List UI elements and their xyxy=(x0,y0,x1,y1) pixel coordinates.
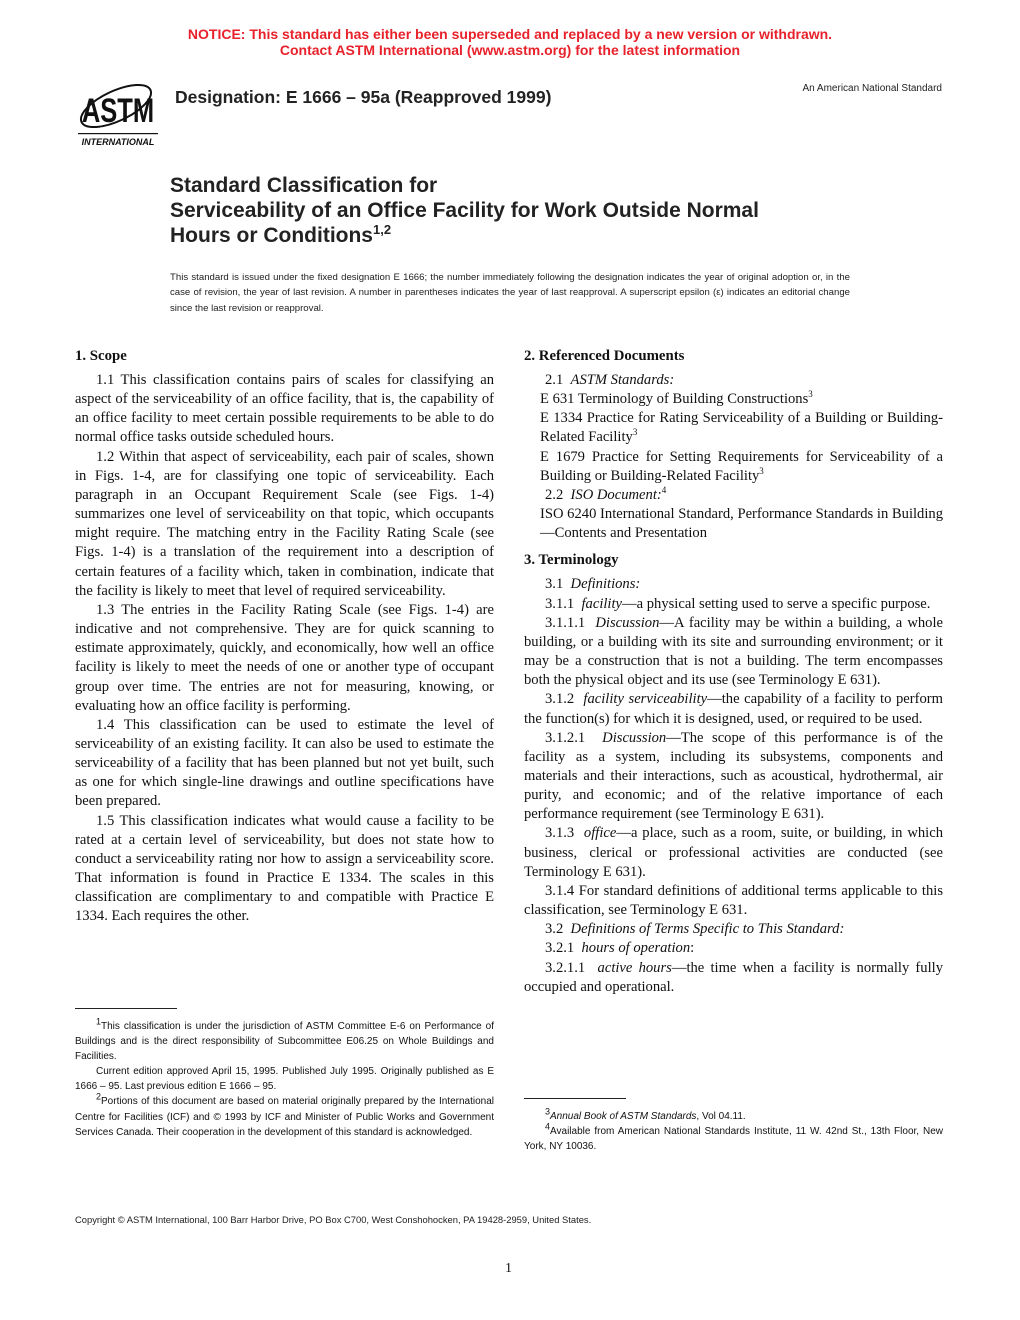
issued-note: This standard is issued under the fixed designation E 1666; the number immediately following the designation indicates the year of original adoption or, in the case of revision, the year of last revision. A number in parentheses indicates the year of last reapproval. A superscript epsilon (ε) indicates an editorial change since the last revision or reapproval. xyxy=(170,272,850,314)
ref-text: E 1679 Practice for Setting Requirements for Serviceability of a Building or Building-Related Facility xyxy=(540,448,943,484)
para-number: 3.1.1.1 xyxy=(545,614,586,631)
footnote-number: 4 xyxy=(545,1121,551,1132)
footnote-ref: 3 xyxy=(759,465,764,476)
paragraph: 1.2 Within that aspect of serviceability, each pair of scales, shown in Figs. 1-4, are for classifying one topic of serviceability. Each paragraph in an Occupant Requirement Scale (see Figs. 1-4) summarizes one level of serviceability on that topic, which occupants might require. The matching entry in the Facility Rating Scale (see Figs. 1-4) is a translation of the requirement into a description of certain features of a facility which, taken in combination, indicate that the facility is likely to meet that level of required serviceability. xyxy=(75,448,494,599)
definition-text: —a place, such as a room, suite, or building, in which business, clerical or professional activities are conducted (see Terminology E 631). xyxy=(524,825,943,880)
footnote-text: , Vol 04.11. xyxy=(696,1111,746,1122)
definition-text: —The scope of this performance is of the facility as a system, including its subsystems, components and materials and their interactions, such as acoustical, hydrothermal, air purity, and economic; and of the relative importance of each performance requirement (see Terminology E 631). xyxy=(524,729,944,823)
footnotes-left xyxy=(75,1016,494,1140)
reference-item xyxy=(524,505,943,543)
ref-text: E 631 Terminology of Building Constructions xyxy=(540,391,809,408)
footnote xyxy=(75,1016,494,1064)
svg-text:ASTM: ASTM xyxy=(81,92,155,130)
footnote xyxy=(75,1094,494,1139)
document-title xyxy=(170,173,759,248)
reference-item xyxy=(524,390,943,409)
para-number: 3.2.1.1 xyxy=(545,959,586,976)
ref-text: E 1334 Practice for Rating Serviceability of a Building or Building-Related Facility xyxy=(540,410,943,446)
definition xyxy=(524,690,943,728)
para-number: 2.2 xyxy=(545,486,564,503)
ref-text: ISO 6240 International Standard, Performance Standards in Building—Contents and Presentation xyxy=(540,506,943,542)
title-line-3-text: Hours or Conditions xyxy=(170,224,373,247)
paragraph: 1.1 This classification contains pairs of scales for classifying an aspect of the serviceability of an office facility, that is, the capability of an office facility to meet certain possible requirements to be able to do normal office tasks outside scheduled hours. xyxy=(75,372,494,446)
designation: Designation: E 1666 – 95a (Reapproved 1999) xyxy=(175,87,552,107)
term: facility xyxy=(581,595,623,612)
para-label: ISO Document: xyxy=(570,486,662,503)
title-line-3 xyxy=(170,223,759,248)
paragraph: 1.3 The entries in the Facility Rating Scale (see Figs. 1-4) are indicative and not comprehensive. They are for quick scanning to estimate approximately, quickly, and economically, how well an office facility is likely to meet the needs of one or another type of occupant group over time. The entries are not for measuring, knowing, or evaluating how an office facility is performing. xyxy=(75,601,494,714)
paragraph: 1.5 This classification indicates what would cause a facility to be rated at a certain level of serviceability, but does not state how to conduct a serviceability rating nor how to assign a serviceability score. That information is found in Practice E 1334. The scales in this classification are complimentary to and compatible with Practice E 1334. Each requires the other. xyxy=(75,812,494,925)
footnote-text: Available from American National Standards Institute, 11 W. 42nd St., 13th Floor, New York, NY 10036. xyxy=(524,1126,943,1153)
footnote-text: Current edition approved April 15, 1995. Published July 1995. Originally published as E 1666 – 95. Last previous edition E 1666 – 95. xyxy=(75,1066,494,1093)
term: active hours xyxy=(597,959,672,976)
footnotes-right xyxy=(524,1106,943,1154)
footnote-text: This classification is under the jurisdiction of ASTM Committee E-6 on Performance of Buildings and is the direct responsibility of Subcommittee E06.25 on Whole Buildings and Facilities. xyxy=(75,1021,494,1063)
definition xyxy=(524,614,943,691)
footnote xyxy=(524,1121,943,1154)
american-national-standard: An American National Standard xyxy=(802,83,942,94)
paragraph xyxy=(524,575,943,594)
footnote-ref: 3 xyxy=(808,389,813,400)
reference-item xyxy=(524,448,943,486)
svg-text:INTERNATIONAL: INTERNATIONAL xyxy=(81,137,155,147)
definition xyxy=(524,595,943,614)
reference-item xyxy=(524,409,943,447)
paragraph: 1.4 This classification can be used to estimate the level of serviceability of an existing facility. It can also be used to estimate the serviceability of a facility that has been planned but not yet built, such as one for which single-line drawings and outline specifications have been prepared. xyxy=(75,716,494,810)
right-column xyxy=(524,347,943,997)
section-terminology-heading: 3. Terminology xyxy=(524,552,619,569)
footnote-number: 1 xyxy=(96,1016,102,1027)
notice-line-1: NOTICE: This standard has either been superseded and replaced by a new version or withdrawn. xyxy=(187,26,833,42)
footnote-divider xyxy=(75,1008,177,1009)
definition xyxy=(524,939,943,958)
left-column xyxy=(75,347,494,927)
para-number: 3.1 xyxy=(545,576,564,593)
term: hours of operation xyxy=(581,940,691,957)
term: Discussion xyxy=(595,614,660,631)
page-number: 1 xyxy=(505,1261,512,1276)
para-number: 3.1.2.1 xyxy=(545,729,586,746)
paragraph xyxy=(524,371,943,390)
copyright: Copyright © ASTM International, 100 Barr Harbor Drive, PO Box C700, West Conshohocken, PA 19428-2959, United States. xyxy=(75,1214,592,1225)
paragraph: 3.1.4 For standard definitions of additional terms applicable to this classification, see Terminology E 631. xyxy=(524,882,943,919)
paragraph xyxy=(524,486,943,505)
definition xyxy=(524,959,943,997)
definition xyxy=(524,824,943,881)
para-number: 3.1.3 xyxy=(545,825,575,842)
footnote-text: Portions of this document are based on material originally prepared by the International Centre for Facilities (ICF) and © 1993 by ICF and Minister of Public Works and Government Services Canada. Their cooperation in the development of this standard is acknowledged. xyxy=(75,1096,494,1138)
footnote xyxy=(75,1064,494,1094)
para-number: 3.1.1 xyxy=(545,595,575,612)
footnote-number: 3 xyxy=(545,1106,551,1117)
withdrawal-notice xyxy=(0,26,1020,58)
paragraph xyxy=(524,920,943,939)
term: Discussion xyxy=(602,729,667,746)
footnote-ref: 4 xyxy=(661,485,667,496)
term: facility serviceability xyxy=(583,691,708,708)
para-label: Definitions of Terms Specific to This Standard: xyxy=(570,921,845,938)
definition-text: : xyxy=(690,940,695,957)
para-label: ASTM Standards: xyxy=(570,372,675,388)
footnote xyxy=(524,1106,943,1124)
para-number: 3.1.2 xyxy=(545,691,575,708)
title-line-1: Standard Classification for xyxy=(170,174,438,197)
definition-text: —a physical setting used to serve a specific purpose. xyxy=(622,595,931,612)
footnote-title: Annual Book of ASTM Standards xyxy=(550,1111,697,1122)
definition-text: —the time when a facility is normally fully occupied and operational. xyxy=(524,959,943,995)
notice-line-2: Contact ASTM International (www.astm.org) for the latest information xyxy=(279,42,741,58)
term: office xyxy=(583,825,617,842)
section-referenced-heading: 2. Referenced Documents xyxy=(524,348,685,364)
title-footnote-ref: 1,2 xyxy=(373,222,392,237)
para-number: 3.2 xyxy=(545,921,564,938)
footnote-number: 2 xyxy=(96,1092,102,1103)
para-number: 2.1 xyxy=(545,372,564,388)
definition-text: —A facility may be within a building, a whole building, or a building with its site and surrounding environment; or it may be a construction that is not a building. The term encompasses both the physical object and its use (see Terminology E 631). xyxy=(524,614,943,689)
para-number: 3.2.1 xyxy=(545,940,575,957)
title-line-2: Serviceability of an Office Facility for Work Outside Normal xyxy=(170,199,759,222)
footnote-divider xyxy=(524,1098,626,1099)
section-scope-heading: 1. Scope xyxy=(75,348,127,364)
definition-text: —the capability of a facility to perform the function(s) for which it is designed, used, or required to be used. xyxy=(524,691,943,727)
para-label: Definitions: xyxy=(570,576,641,593)
astm-logo xyxy=(76,74,160,150)
definition xyxy=(524,729,943,825)
footnote-ref: 3 xyxy=(632,427,638,438)
